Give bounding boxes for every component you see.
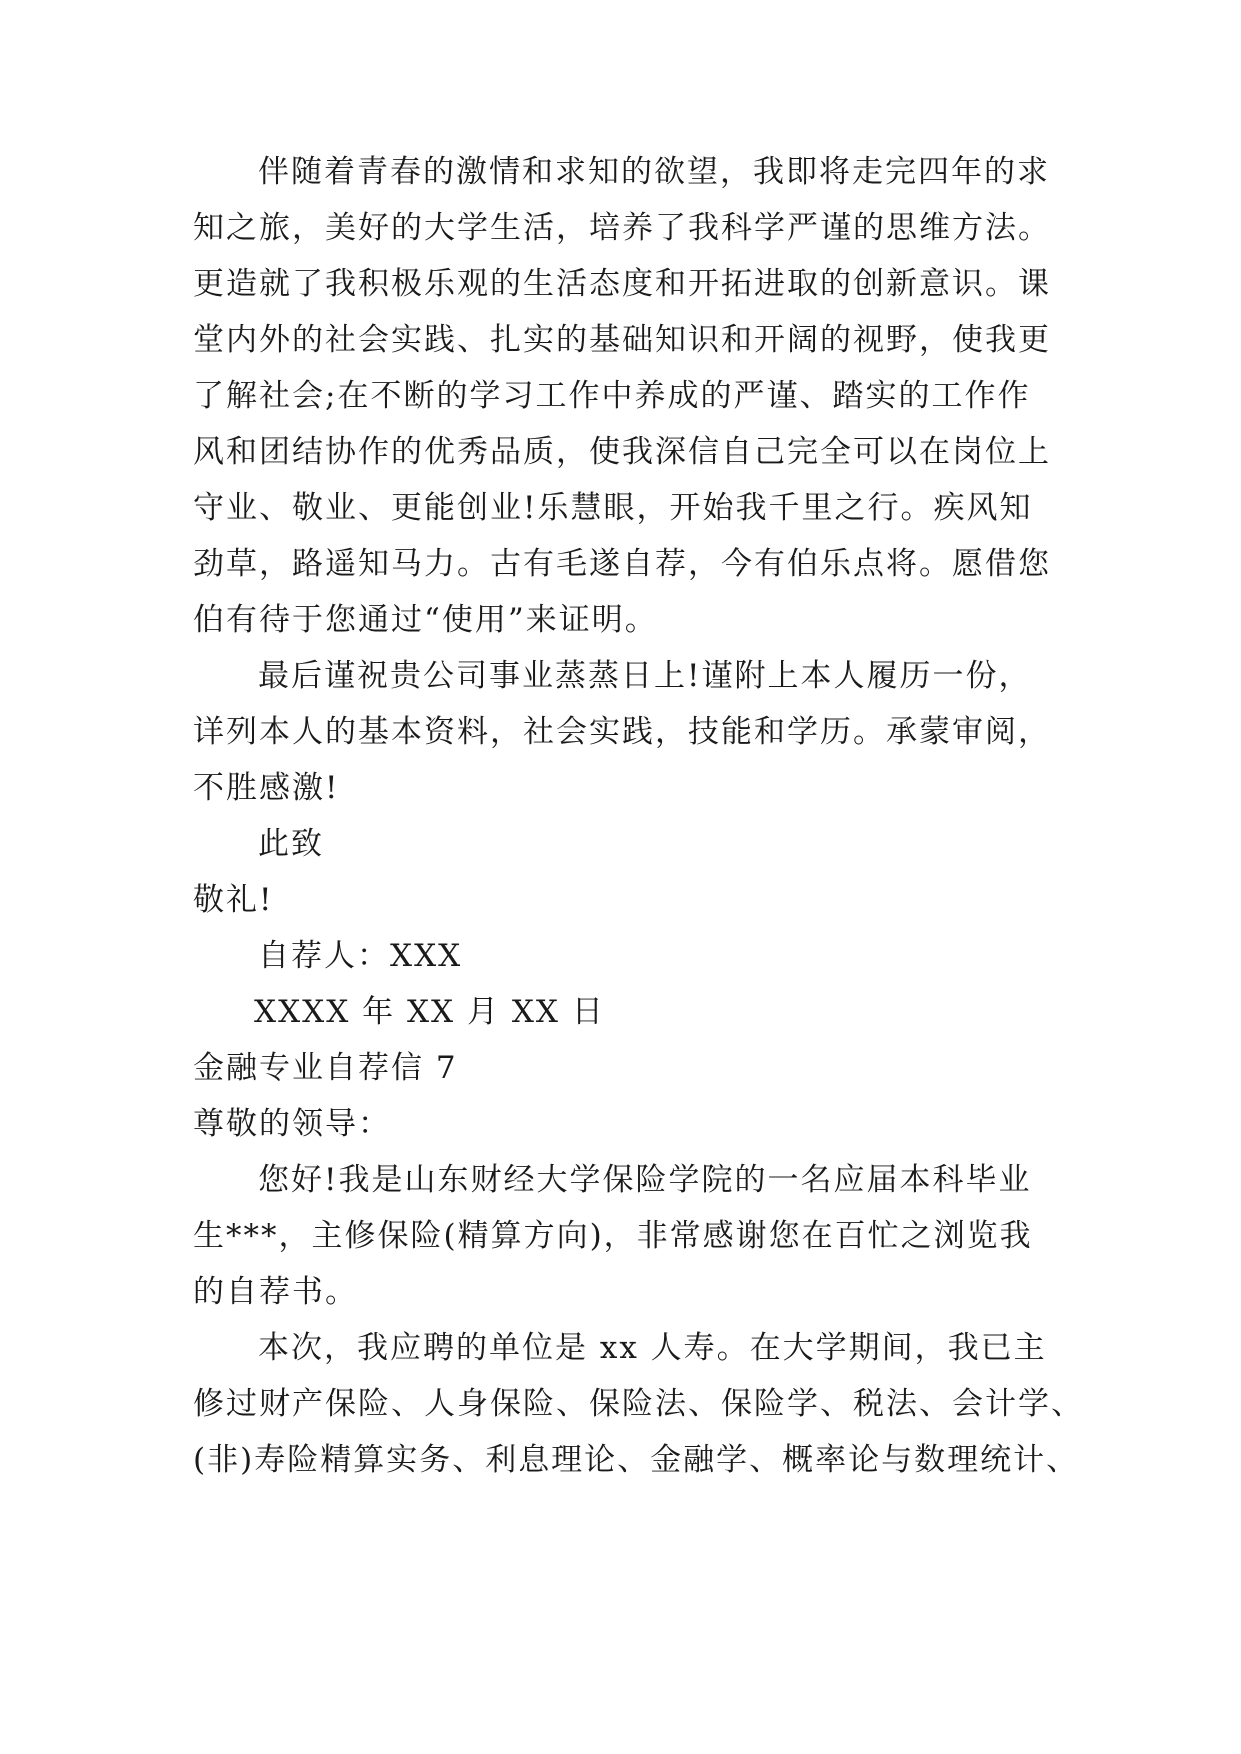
paragraph-line: 了解社会;在不断的学习工作中养成的严谨、踏实的工作作 — [193, 378, 1031, 414]
paragraph-line: 堂内外的社会实践、扎实的基础知识和开阔的视野，使我更 — [193, 322, 1051, 358]
paragraph-line: 风和团结协作的优秀品质，使我深信自己完全可以在岗位上 — [193, 434, 1051, 470]
paragraph-line: 的自荐书。 — [193, 1274, 358, 1310]
paragraph-line: 修过财产保险、人身保险、保险法、保险学、税法、会计学、 — [193, 1386, 1084, 1422]
date-text: XXXX 年 XX 月 XX 日 — [254, 994, 605, 1030]
salute-text: 敬礼! — [193, 882, 274, 918]
paragraph-line: 伴随着青春的激情和求知的欲望，我即将走完四年的求 — [258, 154, 1050, 190]
paragraph-line: 更造就了我积极乐观的生活态度和开拓进取的创新意识。课 — [193, 266, 1051, 302]
paragraph-line: 详列本人的基本资料，社会实践，技能和学历。承蒙审阅， — [193, 714, 1051, 750]
paragraph-line: 您好!我是山东财经大学保险学院的一名应届本科毕业 — [258, 1162, 1032, 1198]
paragraph-line: 守业、敬业、更能创业!乐慧眼，开始我千里之行。疾风知 — [193, 490, 1033, 526]
paragraph-line: 不胜感激! — [193, 770, 340, 806]
signature-text: 自荐人：XXX — [258, 938, 463, 974]
paragraph-line: 知之旅，美好的大学生活，培养了我科学严谨的思维方法。 — [193, 210, 1051, 246]
paragraph-line: 最后谨祝贵公司事业蒸蒸日上!谨附上本人履历一份， — [258, 658, 1032, 694]
section-title: 金融专业自荐信 7 — [193, 1050, 458, 1086]
paragraph-line: 本次，我应聘的单位是 xx 人寿。在大学期间，我已主 — [258, 1330, 1047, 1366]
paragraph-line: 伯有待于您通过“使用”来证明。 — [193, 602, 658, 638]
closing-text: 此致 — [258, 826, 324, 862]
paragraph-line: (非)寿险精算实务、利息理论、金融学、概率论与数理统计、 — [193, 1442, 1080, 1478]
paragraph-line: 劲草，路遥知马力。古有毛遂自荐，今有伯乐点将。愿借您 — [193, 546, 1051, 582]
paragraph-line: 生***，主修保险(精算方向)，非常感谢您在百忙之浏览我 — [193, 1218, 1033, 1254]
greeting-text: 尊敬的领导： — [193, 1106, 391, 1142]
